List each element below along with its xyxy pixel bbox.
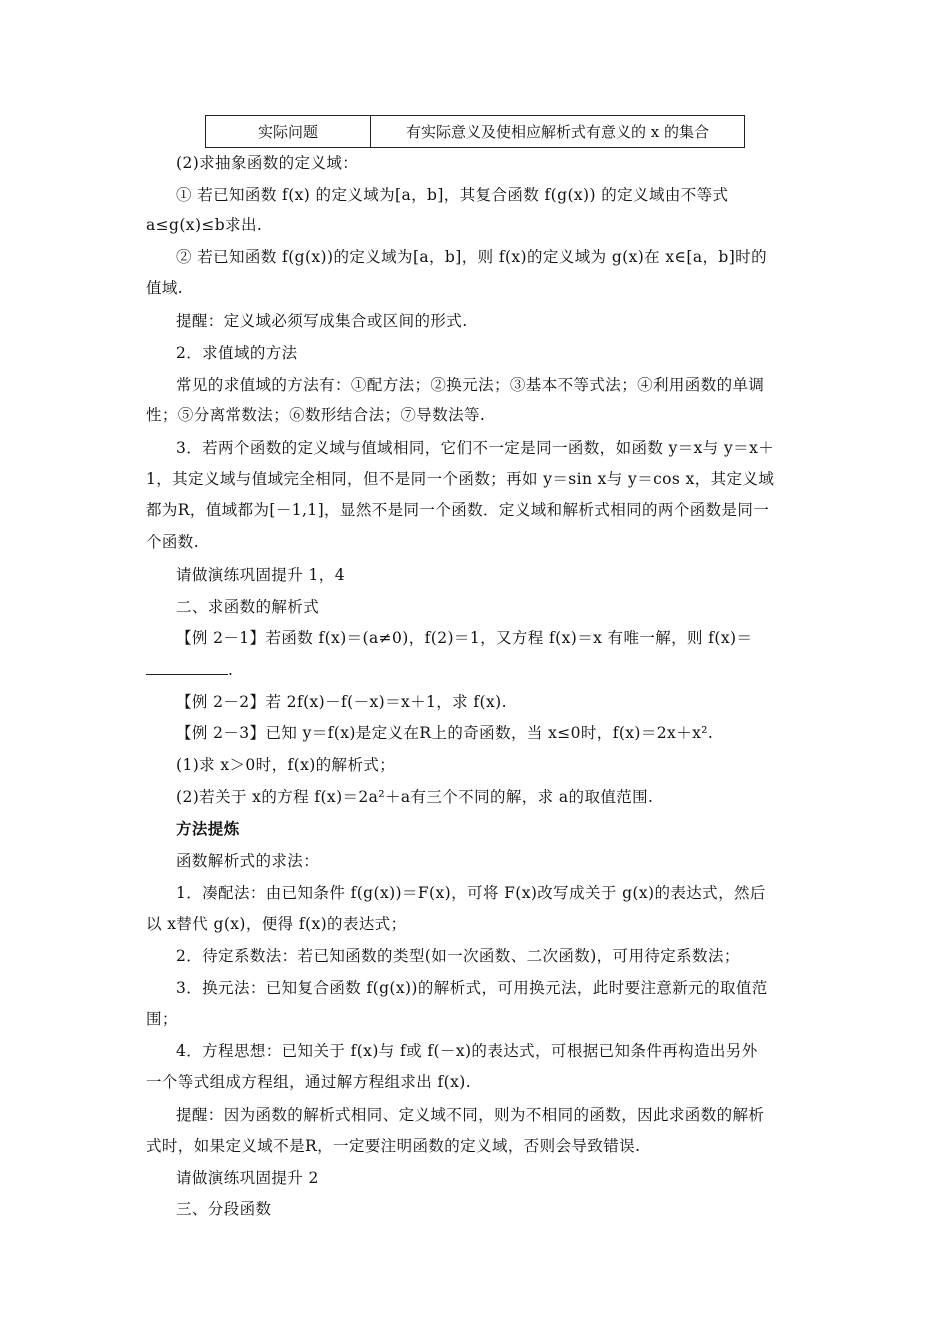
paragraph-line: 常见的求值域的方法有：①配方法；②换元法；③基本不等式法；④利用函数的单调 <box>176 376 765 394</box>
paragraph-line: 以 x替代 g(x)，便得 f(x)的表达式； <box>146 915 407 933</box>
paragraph-line: 函数解析式的求法： <box>176 852 320 870</box>
paragraph-line: (1)求 x＞0时，f(x)的解析式； <box>176 756 396 774</box>
paragraph-line: (2)若关于 x的方程 f(x)＝2a²＋a有三个不同的解，求 a的取值范围. <box>176 788 654 806</box>
paragraph-line: 提醒：定义域必须写成集合或区间的形式. <box>176 312 468 330</box>
paragraph-line: 围； <box>146 1010 178 1028</box>
paragraph-line: ① 若已知函数 f(x) 的定义域为[a，b]，其复合函数 f(g(x)) 的定义域由不等式 <box>176 186 729 204</box>
answer-blank-line <box>146 660 810 680</box>
paragraph-line: 1．凑配法：由已知条件 f(g(x))＝F(x)，可将 F(x)改写成关于 g(x)的表达式，然后 <box>176 884 766 902</box>
paragraph-line: (2)求抽象函数的定义域： <box>176 154 359 172</box>
table-row <box>206 116 745 148</box>
paragraph-line: 都为R，值域都为[－1,1]，显然不是同一个函数．定义域和解析式相同的两个函数是同一 <box>146 501 770 519</box>
paragraph-line: 值域. <box>146 279 184 297</box>
paragraph-line: 3．换元法：已知复合函数 f(g(x))的解析式，可用换元法，此时要注意新元的取值范 <box>176 979 768 997</box>
method-heading: 方法提炼 <box>176 819 240 838</box>
paragraph-line: 一个等式组成方程组，通过解方程组求出 f(x). <box>146 1073 472 1091</box>
paragraph-line: 个函数. <box>146 533 200 551</box>
paragraph-line: 性；⑤分离常数法；⑥数形结合法；⑦导数法等. <box>146 406 486 424</box>
paragraph-line: ② 若已知函数 f(g(x))的定义域为[a，b]，则 f(x)的定义域为 g(x)在 x∈[a，b]时的 <box>176 248 767 266</box>
paragraph-line: 3．若两个函数的定义域与值域相同，它们不一定是同一函数，如函数 y＝x与 y＝x＋ <box>176 439 775 457</box>
table-cell: 实际问题 <box>206 116 371 148</box>
example-line: 【例 2－1】若函数 f(x)＝(a≠0)，f(2)＝1，又方程 f(x)＝x 有唯一解，则 f(x)＝ <box>176 629 753 647</box>
example-line: 【例 2－2】若 2f(x)－f(－x)＝x＋1，求 f(x). <box>176 693 507 711</box>
paragraph-line: 请做演练巩固提升 1，4 <box>176 566 345 584</box>
paragraph-line: a≤g(x)≤b求出. <box>146 216 263 234</box>
example-line: 【例 2－3】已知 y＝f(x)是定义在R上的奇函数，当 x≤0时，f(x)＝2x＋x². <box>176 724 714 742</box>
paragraph-line: 4．方程思想：已知关于 f(x)与 f或 f(－x)的表达式，可根据已知条件再构造出另外 <box>176 1042 758 1060</box>
paragraph-line: 式时，如果定义域不是R，一定要注明函数的定义域，否则会导致错误. <box>146 1137 641 1155</box>
paragraph-line: 提醒：因为函数的解析式相同、定义域不同，则为不相同的函数，因此求函数的解析 <box>176 1106 765 1124</box>
table-cell: 有实际意义及使相应解析式有意义的 x 的集合 <box>371 116 745 148</box>
paragraph-line: 1，其定义域与值域完全相同，但不是同一个函数；再如 y＝sin x与 y＝cos x，其定义域 <box>146 470 775 488</box>
section-heading: 2．求值域的方法 <box>176 344 298 362</box>
section-heading: 三、分段函数 <box>176 1200 272 1218</box>
answer-blank <box>146 660 228 675</box>
domain-table <box>205 115 745 148</box>
paragraph-line: 请做演练巩固提升 2 <box>176 1169 319 1187</box>
period: . <box>228 661 234 679</box>
paragraph-line: 2．待定系数法：若已知函数的类型(如一次函数、二次函数)，可用待定系数法； <box>176 947 740 965</box>
section-heading: 二、求函数的解析式 <box>176 598 320 616</box>
